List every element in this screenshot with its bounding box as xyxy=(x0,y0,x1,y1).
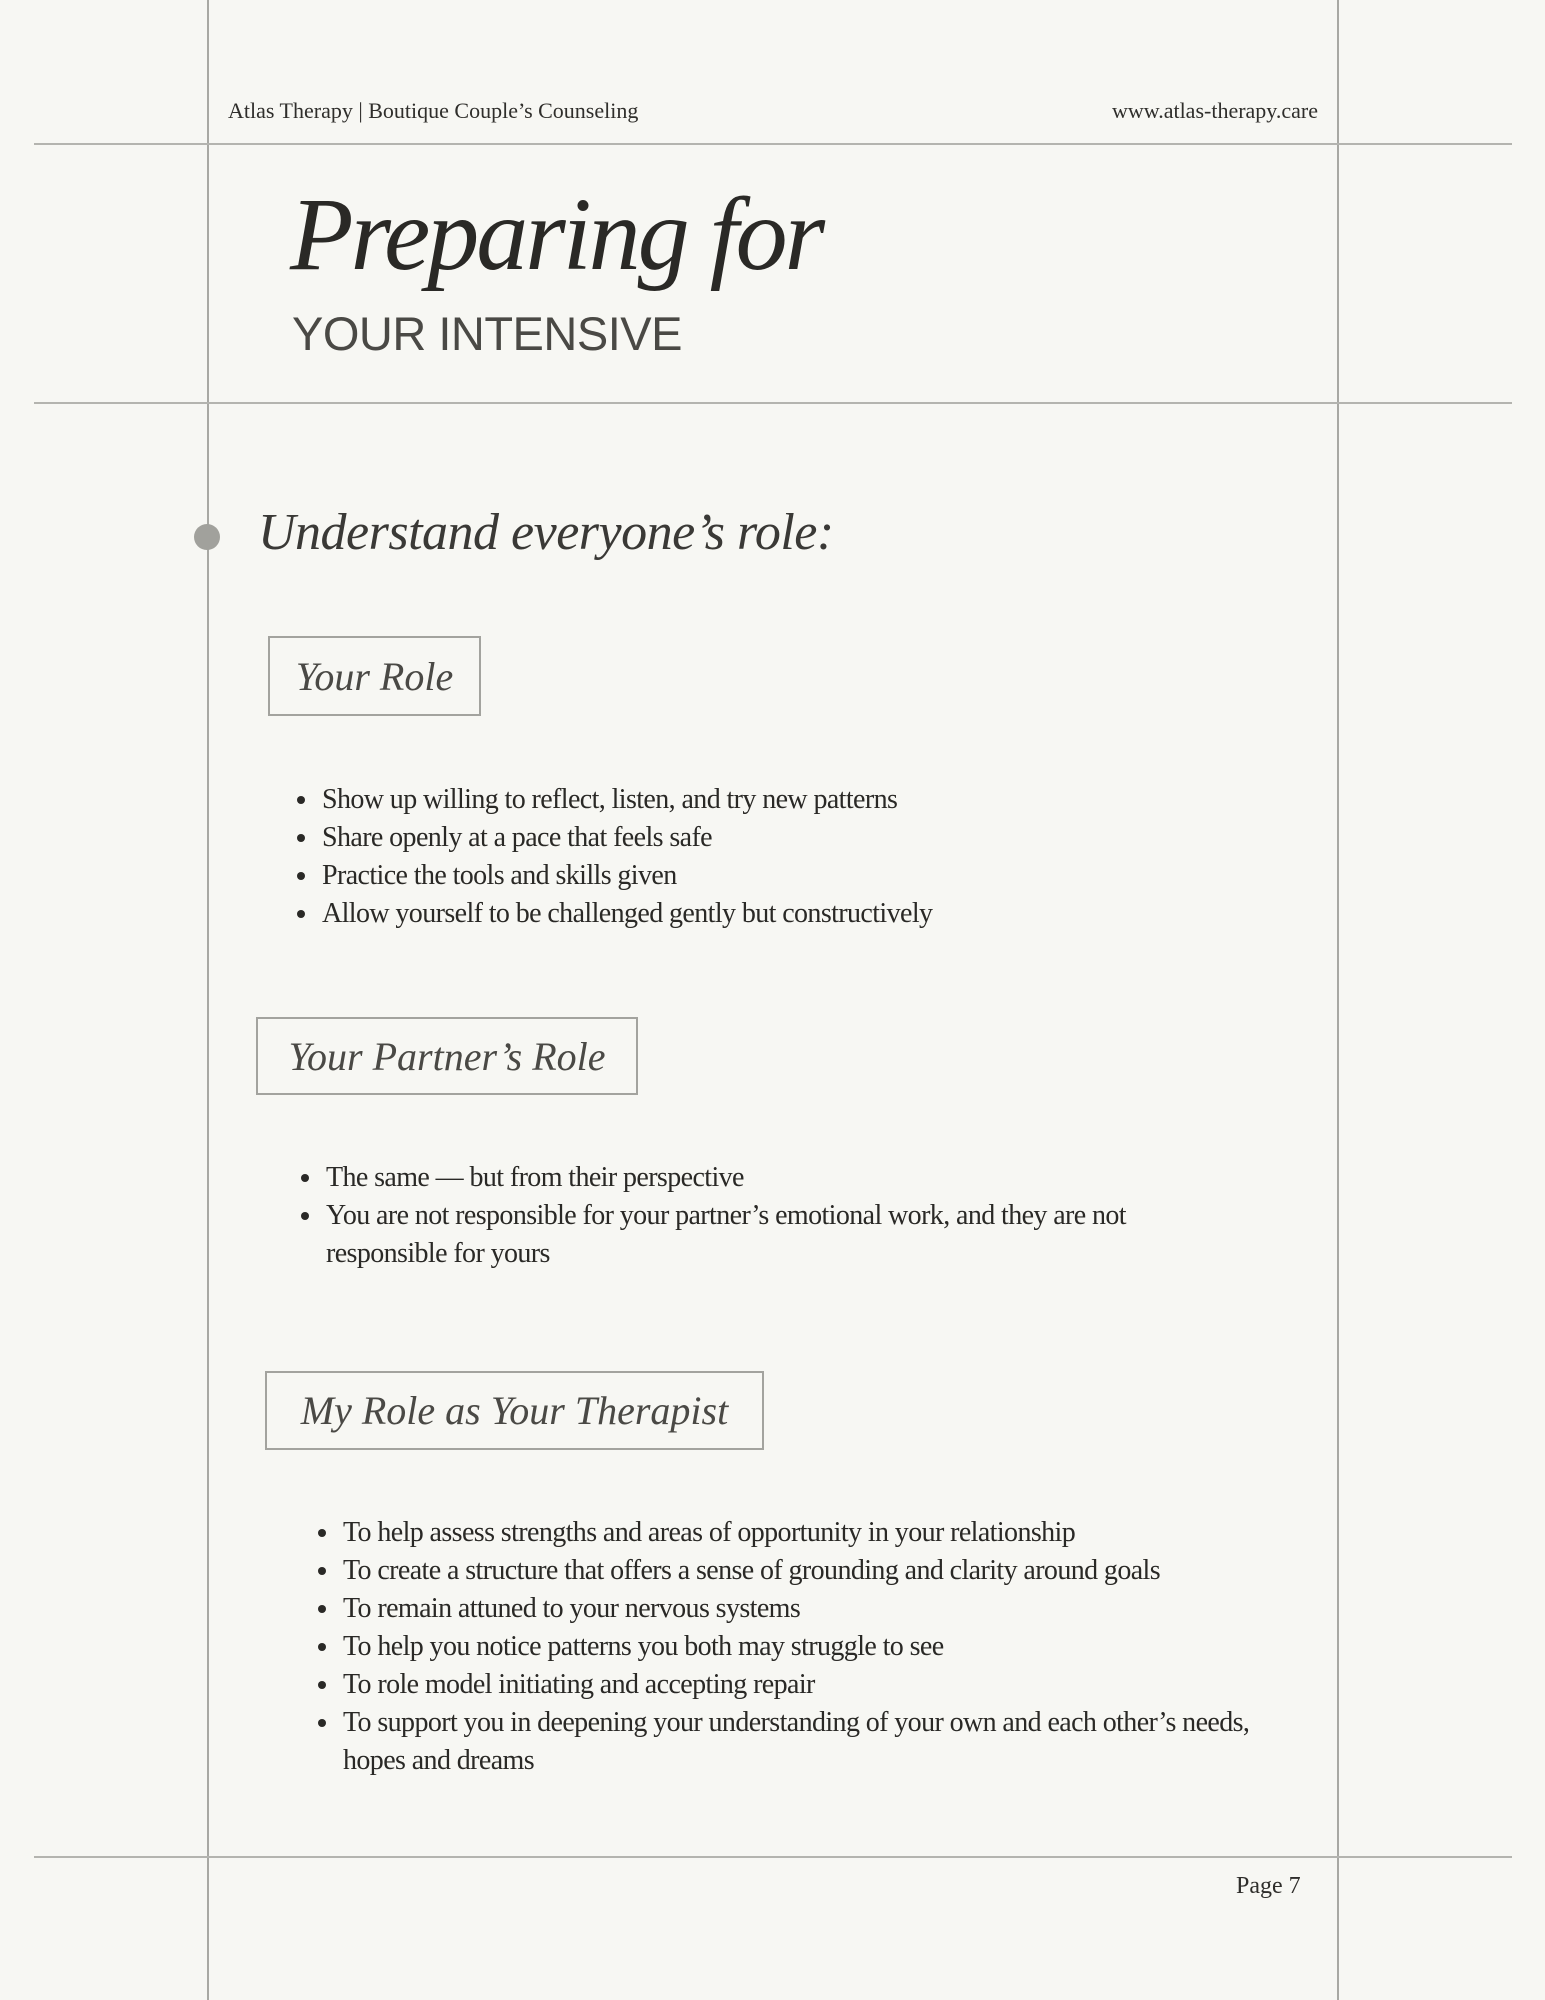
list-item: • To remain attuned to your nervous systems xyxy=(341,1590,1261,1628)
right-margin-line xyxy=(1337,0,1339,2000)
list-item: • You are not responsible for your partner’s emotional work, and they are not responsible for yours xyxy=(324,1197,1204,1273)
your-role-label: Your Role xyxy=(295,653,454,699)
list-item: • Share openly at a pace that feels safe xyxy=(320,819,1220,857)
therapist-role-label-box xyxy=(265,1371,764,1450)
your-role-list xyxy=(290,781,1220,933)
list-item: • To create a structure that offers a sense of grounding and clarity around goals xyxy=(341,1552,1261,1590)
list-item: • To role model initiating and accepting repair xyxy=(341,1666,1261,1704)
partner-role-label-box xyxy=(256,1017,638,1095)
therapist-role-list xyxy=(311,1514,1261,1780)
footer-divider xyxy=(34,1856,1512,1858)
left-margin-line xyxy=(207,0,209,2000)
page-number: Page 7 xyxy=(1236,1873,1301,1899)
list-item: • Practice the tools and skills given xyxy=(320,857,1220,895)
title-divider xyxy=(34,402,1512,404)
list-item: • To help you notice patterns you both may struggle to see xyxy=(341,1628,1261,1666)
list-item: • Allow yourself to be challenged gently but constructively xyxy=(320,895,1220,933)
header-divider xyxy=(34,143,1512,145)
list-item: • To support you in deepening your understanding of your own and each other’s needs, hopes and dreams xyxy=(341,1704,1261,1780)
partner-role-list xyxy=(294,1159,1204,1273)
header-website[interactable]: www.atlas-therapy.care xyxy=(1111,98,1318,123)
page-subtitle: YOUR INTENSIVE xyxy=(292,307,682,360)
list-item: • The same — but from their perspective xyxy=(324,1159,1204,1197)
therapist-role-label: My Role as Your Therapist xyxy=(300,1388,729,1433)
partner-role-label: Your Partner’s Role xyxy=(288,1033,606,1079)
list-item: • Show up willing to reflect, listen, and try new patterns xyxy=(320,781,1220,819)
your-role-label-box xyxy=(268,636,481,716)
header-brand: Atlas Therapy | Boutique Couple’s Counseling xyxy=(228,98,639,123)
page-title: Preparing for xyxy=(290,177,823,292)
section-heading: Understand everyone’s role: xyxy=(258,504,834,561)
list-item: • To help assess strengths and areas of opportunity in your relationship xyxy=(341,1514,1261,1552)
section-bullet-icon xyxy=(194,524,220,550)
